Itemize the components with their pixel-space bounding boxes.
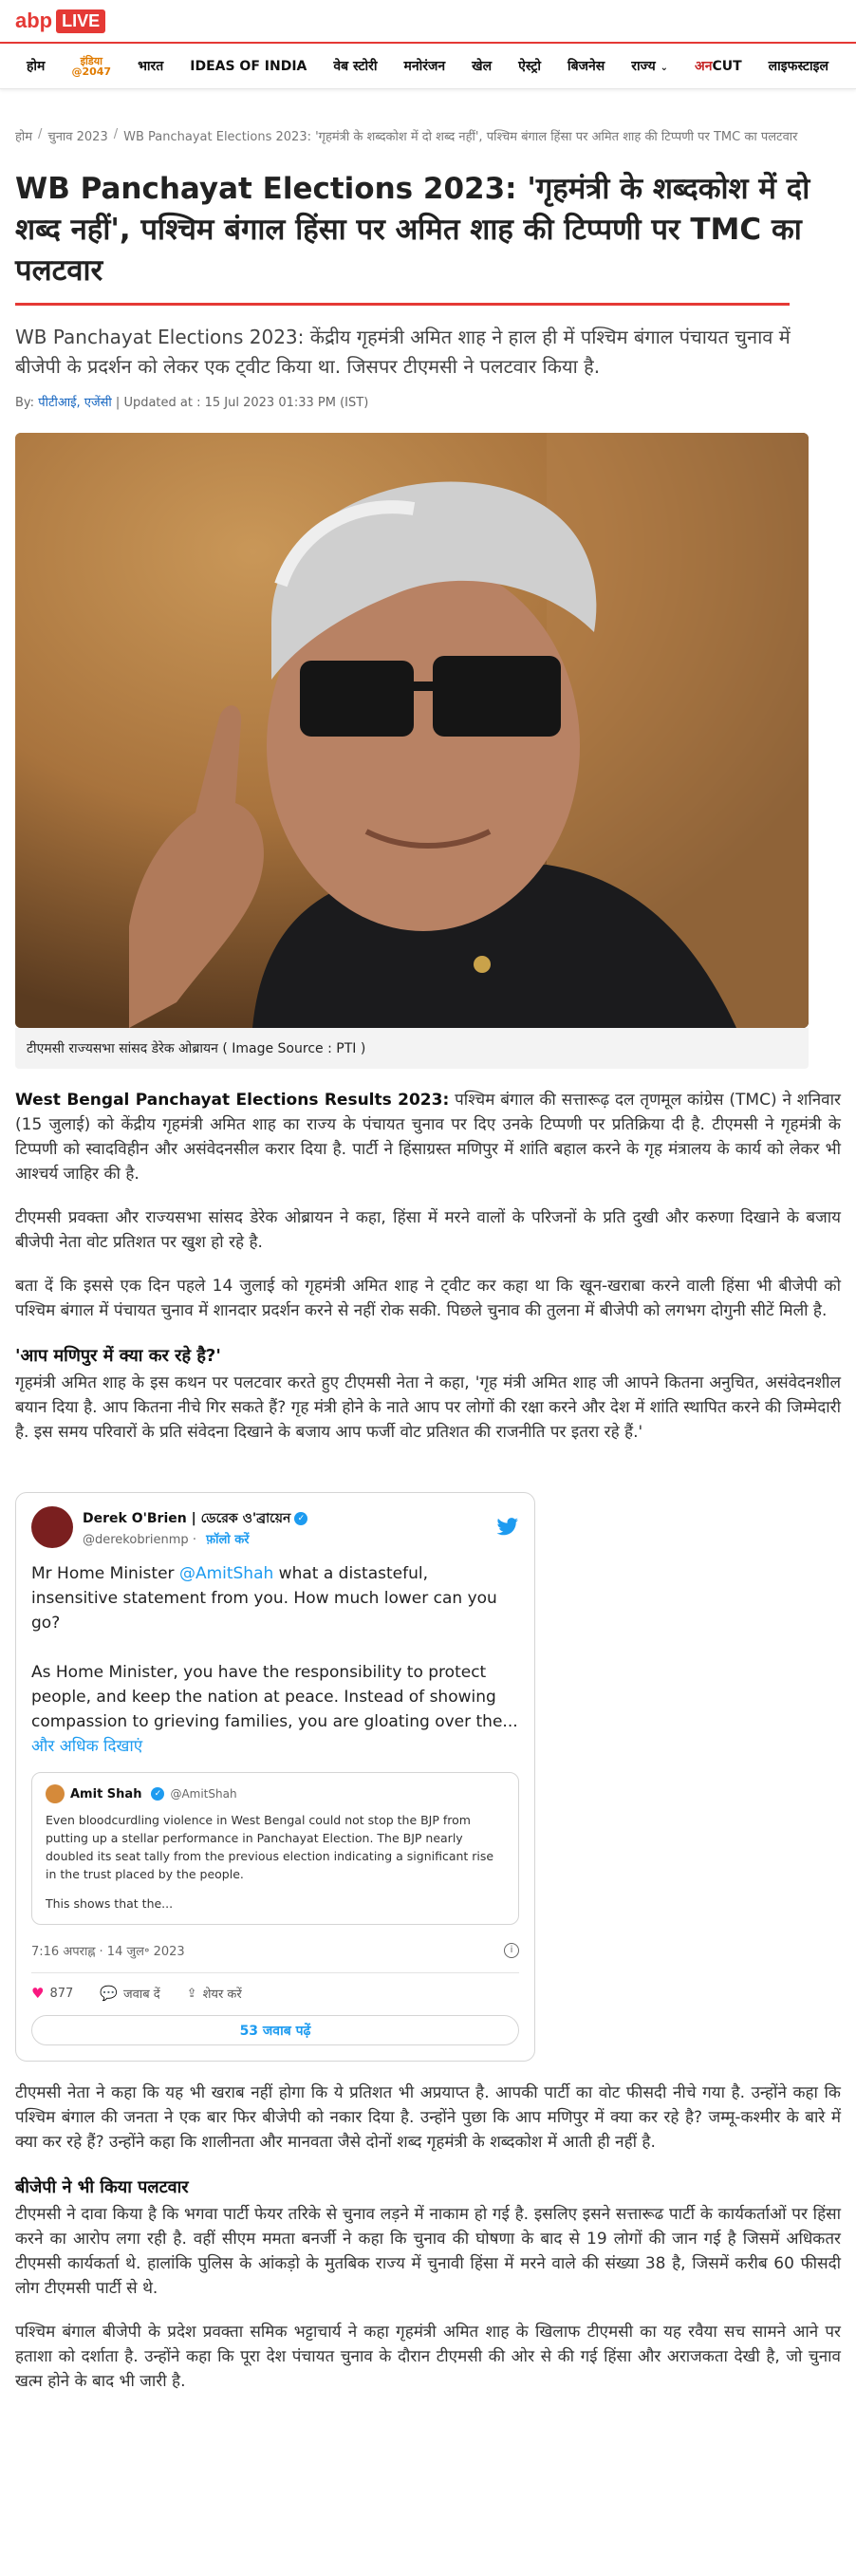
subheading-bjp: बीजेपी ने भी किया पलटवार xyxy=(15,2177,189,2197)
live-badge: LIVE xyxy=(56,9,105,33)
abp-logo-text: abp xyxy=(15,9,53,32)
reply-label: जवाब दें xyxy=(122,1988,160,2002)
ancut-a: अन xyxy=(695,59,713,74)
subheading-manipur: 'आप मणिपुर में क्या कर रहे है?' xyxy=(15,1346,221,1366)
paragraph-3: बता दें कि इससे एक दिन पहले 14 जुलाई को गृहमंत्री अमित शाह ने ट्वीट कर कहा था कि खून-खराबा करने वाली हिंसा भी बीजेपी को पश्चिम बंगाल में पंचायत चुनाव में शानदार प्रदर्शन करने से नहीं रोक सकी. पिछले चुनाव की तुलना में बीजेपी को लगभग दोगुनी सीटें मिली है. xyxy=(15,1277,841,1320)
nav-ancut[interactable] xyxy=(695,57,742,75)
tweet-text xyxy=(31,1561,519,1759)
paragraph-2: टीएमसी प्रवक्ता और राज्यसभा सांसद डेरेक ओब्रायन ने कहा, हिंसा में मरने वालों के परिजनों के प्रति दुखी और करुणा दिखाने के बजाय बीजेपी नेता वोट प्रतिशत पर खुश हो रहे है. xyxy=(15,1208,841,1252)
tweet-text-b: what a distasteful, insensitive statement from you. How much lower can you go? xyxy=(31,1564,497,1633)
tweet-text-c: As Home Minister, you have the responsibility to protect people, and keep the nation at peace. Instead of showing compassion to grieving families, you are gloating over the... xyxy=(31,1663,518,1731)
nav-bharat[interactable]: भारत xyxy=(138,59,164,74)
paragraph-1-text: पश्चिम बंगाल की सत्तारूढ़ दल तृणमूल कांग्रेस (TMC) ने शनिवार (15 जुलाई) को केंद्रीय गृहमंत्री अमित शाह का राज्य के पंचायत चुनाव पर दिए उनके टिप्पणी पर प्रतिक्रिया दी है. टीएमसी ने गृहमंत्री के टिप्पणी को स्वादविहीन और असंवेदनसील करार दिया है. पार्टी ने हिंसाग्रस्त मणिपुर में शांति बहाल करने के गृह मंत्रालय के कार्य को लेकर भी आश्चर्य जाहिर की है. xyxy=(15,1091,841,1184)
tweet-divider xyxy=(31,1972,519,1973)
tweet-author xyxy=(83,1507,307,1547)
quoted-author-handle: @AmitShah xyxy=(170,1786,237,1801)
nav-astro[interactable]: ऐस्ट्रो xyxy=(518,59,541,74)
tweet-author-name-text: Derek O'Brien | ডেরেক ও'ব্রায়েন xyxy=(83,1511,291,1526)
article-body-continued xyxy=(15,2081,841,2394)
title-divider xyxy=(15,303,790,306)
main-nav xyxy=(0,44,856,89)
tweet-time[interactable]: 7:16 अपराह्न · 14 जुल॰ 2023 xyxy=(31,1945,185,1959)
tweet-handle: @derekobrienmp xyxy=(83,1533,189,1547)
nav-home[interactable]: होम xyxy=(27,59,46,74)
tweet-text-a: Mr Home Minister xyxy=(31,1564,179,1583)
verified-badge-icon: ✓ xyxy=(151,1787,164,1801)
nav-india-bottom: @2047 xyxy=(71,65,112,78)
read-replies-button[interactable]: 53 जवाब पढ़ें xyxy=(31,2015,519,2045)
quoted-tweet[interactable] xyxy=(31,1772,519,1925)
nav-entertainment[interactable]: मनोरंजन xyxy=(403,59,446,74)
twitter-bird-icon[interactable] xyxy=(496,1518,519,1537)
abp-live-logo[interactable] xyxy=(15,9,105,33)
follow-button[interactable]: फ़ॉलो करें xyxy=(206,1533,250,1547)
quoted-tweet-text: Even bloodcurdling violence in West Bengal could not stop the BJP from putting up a stellar performance in Panchayat Election. The BJP nearly doubled its seat tally from the previous election indicating a significant rise in the trust placed by the people. xyxy=(46,1813,494,1881)
paragraph-1 xyxy=(15,1088,841,1186)
breadcrumb-separator: / xyxy=(113,127,119,141)
byline-authors[interactable]: पीटीआई, एजेंसी xyxy=(38,396,112,410)
nav-sports[interactable]: खेल xyxy=(472,59,493,74)
quoted-tweet-header xyxy=(46,1784,505,1803)
nav-ideas-of-india[interactable]: IDEAS OF INDIA xyxy=(190,58,307,74)
tweet-header xyxy=(31,1506,519,1548)
avatar[interactable] xyxy=(31,1506,73,1548)
hero-photo-illustration xyxy=(15,433,809,1028)
article-hero-image xyxy=(15,433,809,1028)
tweet-mention[interactable]: @AmitShah xyxy=(178,1564,274,1583)
nav-lifestyle[interactable]: लाइफस्टाइल xyxy=(768,59,828,74)
quoted-tweet-text-2: This shows that the... xyxy=(46,1896,174,1911)
nav-india-top: इंडिया xyxy=(80,54,102,67)
article-summary: WB Panchayat Elections 2023: केंद्रीय गृहमंत्री अमित शाह ने हाल ही में पश्चिम बंगाल पंचायत चुनाव में बीजेपी के प्रदर्शन को लेकर एक ट्वीट किया था. जिसपर टीएमसी ने पलटवार किया है. xyxy=(15,326,791,378)
show-more-link[interactable]: और अधिक दिखाएं xyxy=(31,1737,143,1756)
breadcrumb-home[interactable]: होम xyxy=(15,130,33,144)
nav-india-2047[interactable] xyxy=(71,56,111,77)
breadcrumb xyxy=(0,127,856,144)
share-button[interactable] xyxy=(187,1985,242,2002)
quoted-author-name: Amit Shah xyxy=(70,1786,142,1801)
article-byline xyxy=(15,393,841,410)
chevron-down-icon: ⌄ xyxy=(660,63,668,73)
tweet-actions xyxy=(31,1985,519,2002)
paragraph-4: गृहमंत्री अमित शाह के इस कथन पर पलटवार करते हुए टीएमसी नेता ने कहा, 'गृह मंत्री अमित शाह जी आपने कितना अनुचित, असंवेदनशील बयान दिया है. आप कितना नीचे गिर सकते हैं? गृह मंत्री होने के नाते आप पर लोगों की रक्षा करने और देश में शांति स्थापित करने की जिम्मेदारी है. इस समय परिवारों के प्रति संवेदना दिखाने के बजाय आप फर्जी वोट प्रतिशत की राजनीति पर इतरा रहे हैं.' xyxy=(15,1373,841,1442)
nav-states-label: राज्य xyxy=(631,59,656,74)
byline-label: By: xyxy=(15,396,35,410)
reply-icon: 💬 xyxy=(100,1985,118,2002)
article-title: WB Panchayat Elections 2023: 'गृहमंत्री के शब्दकोश में दो शब्द नहीं', पश्चिम बंगाल हिंसा पर अमित शाह की टिप्पणी पर TMC का पलटवार xyxy=(15,172,810,288)
heart-icon: ♥ xyxy=(31,1985,45,2002)
ancut-b: CUT xyxy=(712,59,742,74)
nav-business[interactable]: बिजनेस xyxy=(568,59,605,74)
breadcrumb-section[interactable]: चुनाव 2023 xyxy=(47,130,108,144)
share-label: शेयर करें xyxy=(202,1988,242,2002)
top-header xyxy=(0,0,856,44)
article-body xyxy=(15,1088,841,1445)
nav-states[interactable] xyxy=(631,57,668,75)
like-button[interactable] xyxy=(31,1985,73,2002)
reply-button[interactable] xyxy=(100,1985,159,2002)
paragraph-7: पश्चिम बंगाल बीजेपी के प्रदेश प्रवक्ता समिक भट्टाचार्य ने कहा गृहमंत्री अमित शाह के खिलाफ टीएमसी का यह रवैया सच सामने आने पर हताशा को दर्शाता है. उन्होंने कहा कि पूरा देश पंचायत चुनाव के दौरान टीएमसी की ओर से की गई हिंसा और अराजकता देखी है, जो चुनाव खत्म होने के बाद भी जारी है. xyxy=(15,2323,841,2391)
paragraph-1-lead: West Bengal Panchayat Elections Results 2023: xyxy=(15,1091,450,1110)
nav-web-story[interactable]: वेब स्टोरी xyxy=(333,59,378,74)
breadcrumb-separator: / xyxy=(38,127,43,141)
tweet-author-name[interactable] xyxy=(83,1507,307,1530)
info-icon[interactable]: i xyxy=(504,1943,519,1958)
byline-divider: | xyxy=(115,396,124,410)
avatar xyxy=(46,1784,65,1803)
breadcrumb-current: WB Panchayat Elections 2023: 'गृहमंत्री के शब्दकोश में दो शब्द नहीं', पश्चिम बंगाल हिंसा पर अमित शाह की टिप्पणी पर TMC का पलटवार xyxy=(123,130,798,144)
paragraph-6: टीएमसी ने दावा किया है कि भगवा पार्टी फेयर तरिके से चुनाव लड़ने में नाकाम हो गई है. इसलिए इसने सत्तारूढ पार्टी के कार्यकर्ताओं पर हिंसा करने का आरोप लगा रही है. वहीं सीएम ममता बनर्जी ने कहा कि चुनाव की घोषणा के बाद से 19 लोगों की जान गई है जिसमें अधिकतर टीएमसी कार्यकर्ता थे. हालांकि पुलिस के आंकड़ो के मुतबिक राज्य में चुनावी हिंसा में मरने वाले की संख्या 38 है, जिसमें करीब 60 फीसदी लोग टीएमसी पार्टी से थे. xyxy=(15,2205,841,2298)
verified-badge-icon: ✓ xyxy=(294,1512,307,1525)
byline-updated: Updated at : 15 Jul 2023 01:33 PM (IST) xyxy=(123,396,369,410)
embedded-tweet[interactable] xyxy=(15,1492,535,2062)
like-count: 877 xyxy=(49,1986,74,2001)
paragraph-5: टीएमसी नेता ने कहा कि यह भी खराब नहीं होगा कि ये प्रतिशत भी अप्रयाप्त है. आपकी पार्टी का वोट फीसदी नीचे गया है. उन्होंने कहा कि पश्चिम बंगाल की जनता ने एक बार फिर बीजेपी को नकार दिया है. उन्होंने पुछा कि आप मणिपुर में क्या कर रहे है? जम्मू-कश्मीर के बारे में क्या कर रहे हैं? उन्होंने कहा कि शालीनता और मानवता जैसे दोनों शब्द गृहमंत्री के शब्दकोश में आती ही नहीं है. xyxy=(15,2083,841,2152)
share-icon: ⇪ xyxy=(186,1986,197,2001)
tweet-author-handle-row: @derekobrienmp · फ़ॉलो करें xyxy=(83,1533,250,1547)
tweet-meta xyxy=(31,1942,519,1959)
image-caption: टीएमसी राज्यसभा सांसद डेरेक ओब्रायन ( Image Source : PTI ) xyxy=(15,1028,809,1069)
